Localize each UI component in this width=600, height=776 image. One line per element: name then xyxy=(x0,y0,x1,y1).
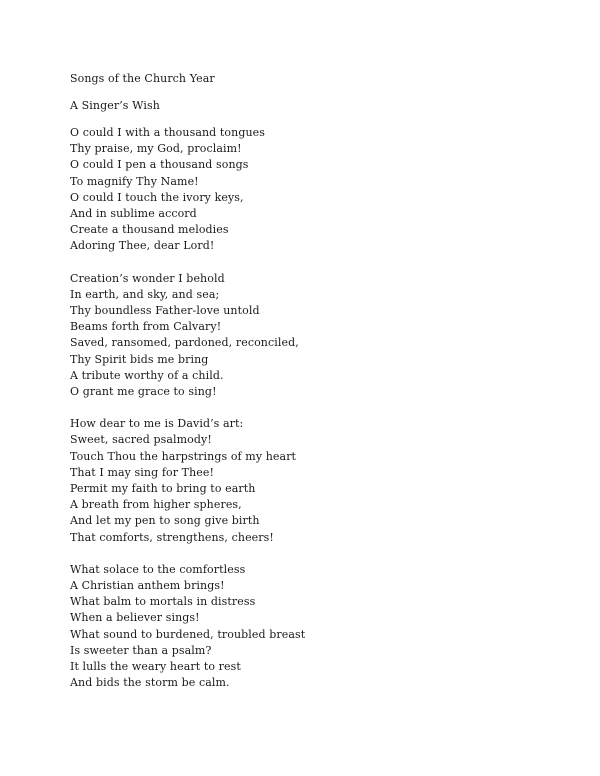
poem-line: That I may sing for Thee! xyxy=(70,465,215,479)
poem-line: Create a thousand melodies xyxy=(70,223,229,237)
stanza xyxy=(70,271,550,401)
poem-line: That comforts, strengthens, cheers! xyxy=(70,530,274,544)
poem-body xyxy=(70,125,550,692)
poem-line: When a believer sings! xyxy=(70,611,200,625)
poem-line: Adoring Thee, dear Lord! xyxy=(70,239,215,253)
poem-line: What solace to the comfortless xyxy=(70,562,246,576)
poem-line: What sound to burdened, troubled breast xyxy=(70,627,306,641)
document-title: Songs of the Church Year xyxy=(70,72,215,85)
poem-line: Permit my faith to bring to earth xyxy=(70,482,256,496)
poem-line: Saved, ransomed, pardoned, reconciled, xyxy=(70,336,299,350)
poem-line: Thy Spirit bids me bring xyxy=(70,352,209,366)
document-page xyxy=(70,72,550,692)
poem-line: To magnify Thy Name! xyxy=(70,174,199,188)
stanza xyxy=(70,416,550,546)
poem-line: And in sublime accord xyxy=(70,207,197,221)
poem-line: O could I touch the ivory keys, xyxy=(70,190,244,204)
poem-line: Sweet, sacred psalmody! xyxy=(70,433,212,447)
poem-line: Thy boundless Father-love untold xyxy=(70,304,260,318)
poem-line: Touch Thou the harpstrings of my heart xyxy=(70,449,297,463)
poem-line: What balm to mortals in distress xyxy=(70,595,256,609)
poem-title: A Singer’s Wish xyxy=(70,99,160,112)
poem-line: How dear to me is David’s art: xyxy=(70,417,244,431)
poem-line: Creation’s wonder I behold xyxy=(70,271,225,285)
poem-line: It lulls the weary heart to rest xyxy=(70,660,241,674)
poem-line: A breath from higher spheres, xyxy=(70,498,242,512)
poem-line: In earth, and sky, and sea; xyxy=(70,287,220,301)
poem-line: Thy praise, my God, proclaim! xyxy=(70,142,242,156)
stanza xyxy=(70,125,550,255)
poem-line: A Christian anthem brings! xyxy=(70,579,225,593)
poem-line: And let my pen to song give birth xyxy=(70,514,260,528)
poem-line: O could I with a thousand tongues xyxy=(70,126,266,139)
poem-line: Beams forth from Calvary! xyxy=(70,320,222,334)
poem-line: O grant me grace to sing! xyxy=(70,385,217,399)
stanza xyxy=(70,562,550,692)
poem-line: Is sweeter than a psalm? xyxy=(70,643,212,657)
poem-line: And bids the storm be calm. xyxy=(70,676,230,690)
poem-line: A tribute worthy of a child. xyxy=(70,368,224,382)
poem-line: O could I pen a thousand songs xyxy=(70,158,249,172)
